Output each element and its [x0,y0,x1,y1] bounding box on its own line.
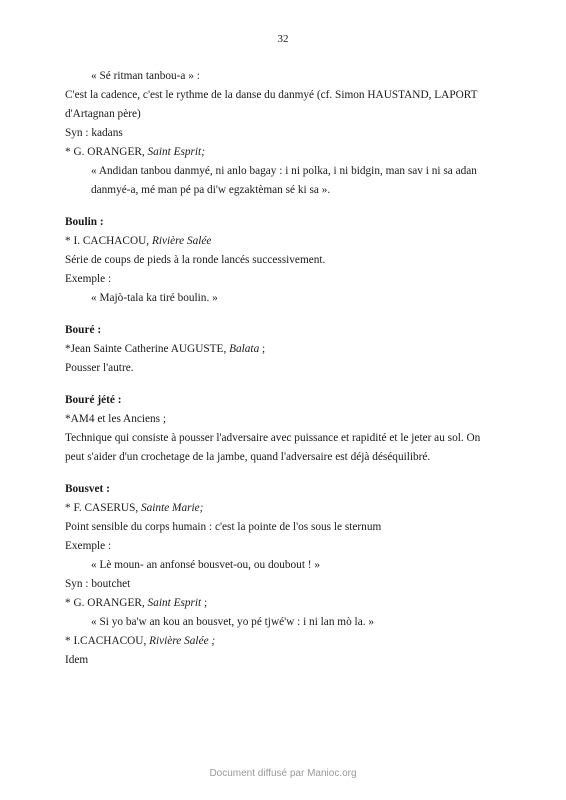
place-name: Saint Esprit [147,597,202,609]
section-spacer [65,308,505,321]
text-line [65,251,505,270]
text-line [65,105,505,124]
place-name: Saint Esprit; [147,146,205,158]
line-text: C'est la cadence, c'est le rythme de la danse du danmyé (cf. Simon HAUSTAND, LAPORT [65,89,478,101]
text-line [65,340,505,359]
footer-credit: Document diffusé par Manioc.org [209,768,357,779]
line-text: danmyé-a, mé man pé pa di'w egzaktèman sé ki sa ». [91,184,331,196]
quote-line [65,162,505,181]
line-text: * I.CACHACOU, [65,635,150,647]
section-spacer [65,467,505,480]
place-name: Balata [229,343,260,355]
text-line [65,270,505,289]
line-text: * F. CASERUS, [65,502,141,514]
place-name: Rivière Salée [151,235,212,247]
line-text: d'Artagnan père) [65,108,141,120]
line-text: peut s'aider d'un crochetage de la jambe, quand l'adversaire est déjà déséquilibré. [65,451,431,463]
line-text: * I. CACHACOU, [65,235,152,247]
entry-heading [65,321,505,340]
text-line [65,86,505,105]
text-line [65,537,505,556]
line-text: « Sé ritman tanbou-a » : [91,70,200,82]
place-name: Sainte Marie; [141,502,204,514]
line-text: Boulin : [65,216,104,228]
line-text: Bouré : [65,324,102,336]
text-line [65,429,505,448]
line-text: Pousser l'autre. [65,362,134,374]
line-text: * G. ORANGER, [65,146,148,158]
quote-line [65,67,505,86]
line-text: *AM4 et les Anciens ; [65,413,167,425]
text-line [65,594,505,613]
line-text: Série de coups de pieds à la ronde lancés successivement. [65,254,326,266]
line-text: Technique qui consiste à pousser l'adversaire avec puissance et rapidité et le jeter au sol. On [65,432,481,444]
text-line [65,632,505,651]
line-text: Point sensible du corps humain : c'est la pointe de l'os sous le sternum [65,521,382,533]
entry-heading [65,391,505,410]
section-spacer [65,378,505,391]
line-text: Idem [65,654,89,666]
text-line [65,575,505,594]
quote-line [65,289,505,308]
page-number: 32 [277,33,289,45]
line-text: Syn : kadans [65,127,123,139]
line-text: Syn : boutchet [65,578,131,590]
section-spacer [65,200,505,213]
line-suffix: ; [201,597,208,609]
line-text: « Si yo ba'w an kou an bousvet, yo pé tjwé'w : i ni lan mò la. » [91,616,375,628]
quote-line [65,181,505,200]
text-line [65,448,505,467]
place-name: Rivière Salée ; [149,635,216,647]
text-line [65,359,505,378]
entry-heading [65,213,505,232]
document-body [65,67,505,670]
text-line [65,518,505,537]
line-text: Bouré jété : [65,394,122,406]
line-text: Exemple : [65,273,112,285]
text-line [65,410,505,429]
line-text: « Majò-tala ka tiré boulin. » [91,292,218,304]
line-text: Bousvet : [65,483,110,495]
entry-heading [65,480,505,499]
line-text: * G. ORANGER, [65,597,148,609]
text-line [65,651,505,670]
quote-line [65,613,505,632]
quote-line [65,556,505,575]
text-line [65,499,505,518]
line-suffix: ; [259,343,266,355]
text-line [65,232,505,251]
text-line [65,143,505,162]
line-text: *Jean Sainte Catherine AUGUSTE, [65,343,230,355]
line-text: Exemple : [65,540,112,552]
line-text: « Lè moun- an anfonsé bousvet-ou, ou doubout ! » [91,559,321,571]
text-line [65,124,505,143]
line-text: « Andidan tanbou danmyé, ni anlo bagay : i ni polka, i ni bidgin, man sav i ni sa adan [91,165,477,177]
